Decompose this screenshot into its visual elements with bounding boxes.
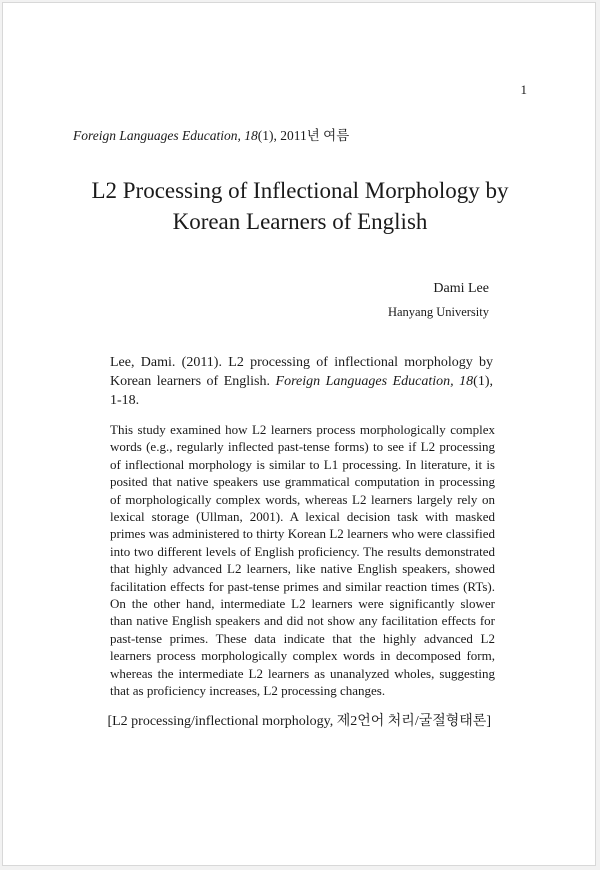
- citation: [110, 353, 493, 410]
- citation-suffix: (1), 1-18.: [110, 374, 493, 408]
- citation-journal: Foreign Languages Education, 18: [275, 374, 474, 389]
- journal-header: [73, 124, 349, 144]
- abstract: This study examined how L2 learners process morphologically complex words (e.g., regularly inflected past-tense forms) to see if L2 processing of inflectional morphology is similar to L1 processing. In literature, it is posited that native speakers use grammatical computation in processing of morphologically complex words, whereas L2 learners largely rely on lexical storage (Ullman, 2001). A lexical decision task with masked primes was administered to thirty Korean L2 learners who were classified into two different levels of English proficiency. The results demonstrated that highly advanced L2 learners, like native English speakers, showed facilitation effects for past-tense primes and similar reaction times (RTs). On the other hand, intermediate L2 learners were significantly slower than native English speakers and did not show any facilitation effects for past-tense primes. These data indicate that the highly advanced L2 learners process morphologically complex words in decomposed form, whereas the intermediate L2 learners as unanalyzed wholes, suggesting that as proficiency increases, L2 processing changes.: [110, 422, 495, 699]
- journal-issue-date: (1), 2011년 여름: [257, 128, 350, 143]
- page-number: 1: [520, 82, 527, 97]
- citation-prefix: Lee, Dami. (2011). L2 processing of inflectional morphology by Korean learners of English.: [110, 355, 493, 389]
- paper-title: [3, 175, 597, 237]
- journal-volume: 18: [244, 128, 258, 143]
- keywords: [L2 processing/inflectional morphology, 제2언어 처리/굴절형태론]: [107, 714, 491, 729]
- paper-page: [2, 2, 596, 866]
- title-line-2: Korean Learners of English: [172, 209, 428, 234]
- author-name: Dami Lee: [433, 281, 489, 296]
- journal-name: Foreign Languages Education,: [73, 128, 241, 143]
- title-line-1: L2 Processing of Inflectional Morphology by: [91, 178, 509, 203]
- author-block: [388, 279, 489, 322]
- author-affiliation: Hanyang University: [387, 305, 489, 319]
